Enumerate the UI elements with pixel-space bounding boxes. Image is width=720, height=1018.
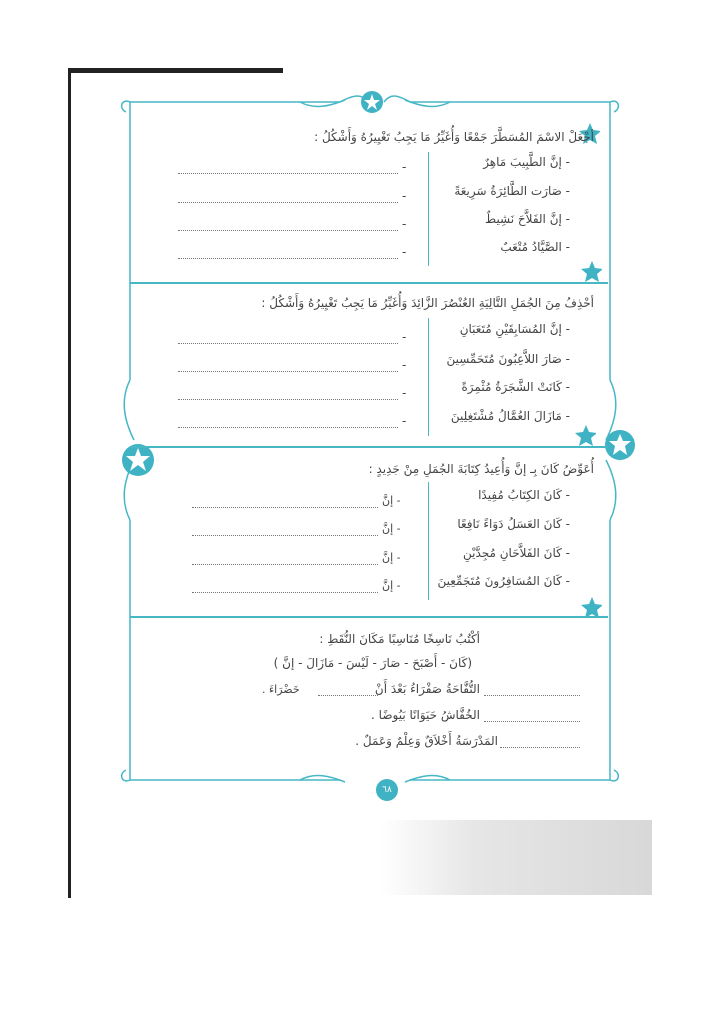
exercise-7-line-1-end: خَضْرَاءَ . — [262, 683, 300, 696]
exercise-7-line-2: الخُفَّاشُ حَيَوَانًا بَيُوضًا . — [371, 708, 480, 722]
top-star-medallion — [361, 91, 383, 113]
section-divider-2 — [130, 446, 608, 448]
exercise-4-answer-1-dash: - — [402, 160, 407, 174]
exercise-5-item-4: - مَازَالَ العُمَّالُ مُشْتَغِلِينَ — [450, 409, 570, 423]
exercise-7-options: (كَانَ - أَصْبَحَ - صَارَ - لَيْسَ - مَازَالَ - إنَّ ) — [273, 656, 472, 670]
exercise-6-item-3: - كَانَ الفَلاَّحَانِ مُجِدَّيْنِ — [462, 546, 570, 560]
exercise-4-answer-line-1[interactable] — [178, 172, 398, 174]
exercise-4-item-3: - إنَّ الفَلاَّحَ نَشِيطٌ — [485, 212, 570, 226]
exercise-number-badge-7 — [580, 596, 602, 618]
exercise-7-blank-3[interactable] — [500, 746, 580, 748]
exercise-4-answer-line-3[interactable] — [178, 229, 398, 231]
column-divider-2 — [428, 318, 429, 436]
exercise-4-item-2: - صَارَت الطَّائِرَةُ سَرِيعَةً — [454, 184, 570, 198]
right-star-medallion — [605, 430, 635, 460]
exercise-6-answer-2-prefix: - إنَّ — [382, 522, 401, 535]
exercise-4-answer-2-dash: - — [402, 189, 407, 203]
exercise-5-answer-line-1[interactable] — [178, 342, 398, 344]
exercise-4-item-1: - إنَّ الطَّبِيبَ مَاهِرٌ — [483, 155, 570, 169]
scan-edge-top — [68, 68, 283, 73]
exercise-6-answer-1-prefix: - إنَّ — [382, 494, 401, 507]
exercise-4-answer-4-dash: - — [402, 245, 407, 259]
exercise-7-blank-2[interactable] — [484, 720, 580, 722]
exercise-5-instruction: أحْذِفُ مِنَ الجُمَلِ التَّالِيَةِ العُنْصُرَ الزَّائِدَ وَأُغَيِّرُ مَا يَجِبُ تَغْيِيرُهُ وَأَشْكُلُ : — [261, 296, 594, 310]
exercise-5-answer-4-dash: - — [402, 414, 407, 428]
exercise-5-answer-1-dash: - — [402, 330, 407, 344]
section-divider-1 — [130, 282, 608, 284]
scan-shadow — [380, 820, 652, 895]
exercise-7-line-1: التُّفَّاحَةُ صَفْرَاءُ بَعْدَ أَنْ — [374, 682, 480, 696]
exercise-6-answer-line-1[interactable] — [192, 506, 378, 508]
exercise-4-answer-line-4[interactable] — [178, 257, 398, 259]
exercise-6-answer-line-4[interactable] — [192, 591, 378, 593]
exercise-number-badge-6 — [574, 424, 596, 446]
exercise-4-answer-3-dash: - — [402, 217, 407, 231]
exercise-number-badge-5 — [580, 260, 602, 282]
exercise-5-item-3: - كَانَتْ الشَّجَرَةُ مُثْمِرَةً — [461, 380, 570, 394]
left-star-medallion — [122, 444, 154, 476]
exercise-5-answer-line-4[interactable] — [178, 426, 398, 428]
exercise-7-blank-1a[interactable] — [484, 694, 580, 696]
exercise-4-instruction: أجْعَلْ الاسْمَ المُسَطَّرَ جَمْعًا وَأُغَيِّرُ مَا يَجِبُ تَغْيِيرُهُ وَأَشْكُلُ : — [314, 130, 594, 144]
exercise-7-blank-1b[interactable] — [318, 694, 378, 696]
exercise-7-line-3: المَدْرَسَةُ أَخْلاَقٌ وَعِلْمٌ وَعَمَلٌ . — [355, 734, 498, 748]
exercise-6-item-1: - كَانَ الكِتَابُ مُفِيدًا — [478, 488, 570, 502]
column-divider-3 — [428, 482, 429, 600]
page-number-badge: ٦٨ — [376, 779, 398, 801]
exercise-6-answer-4-prefix: - إنَّ — [382, 579, 401, 592]
exercise-6-instruction: أُعَوِّضُ كَانَ بِـ إنَّ وَأُعِيدُ كِتَابَةَ الجُمَلِ مِنْ جَدِيدٍ : — [368, 462, 594, 476]
exercise-5-answer-line-3[interactable] — [178, 398, 398, 400]
exercise-4-answer-line-2[interactable] — [178, 201, 398, 203]
exercise-6-answer-line-3[interactable] — [192, 563, 378, 565]
exercise-5-answer-line-2[interactable] — [178, 370, 398, 372]
exercise-5-answer-2-dash: - — [402, 358, 407, 372]
exercise-5-answer-3-dash: - — [402, 386, 407, 400]
exercise-6-answer-line-2[interactable] — [192, 534, 378, 536]
exercise-4-item-4: - الصَّيَّادُ مُتْعَبٌ — [500, 240, 570, 254]
exercise-6-item-4: - كَانَ المُسَافِرُونَ مُتَجَمِّعِينَ — [437, 574, 570, 588]
exercise-6-answer-3-prefix: - إنَّ — [382, 551, 401, 564]
exercise-5-item-1: - إنَّ المُسَابِقَيْنِ مُتَعَبَانِ — [459, 322, 570, 336]
scan-edge-left — [68, 68, 71, 898]
column-divider-1 — [428, 152, 429, 266]
exercise-6-item-2: - كَانَ العَسَلُ دَوَاءً نَافِعًا — [457, 517, 570, 531]
exercise-7-instruction: أكْتُبُ نَاسِخًا مُنَاسِبًا مَكَانَ النُّقَطِ : — [319, 632, 480, 646]
exercise-5-item-2: - صَارَ اللاَّعِبُونَ مُتَحَمِّسِينَ — [446, 352, 570, 366]
section-divider-3 — [130, 616, 608, 618]
